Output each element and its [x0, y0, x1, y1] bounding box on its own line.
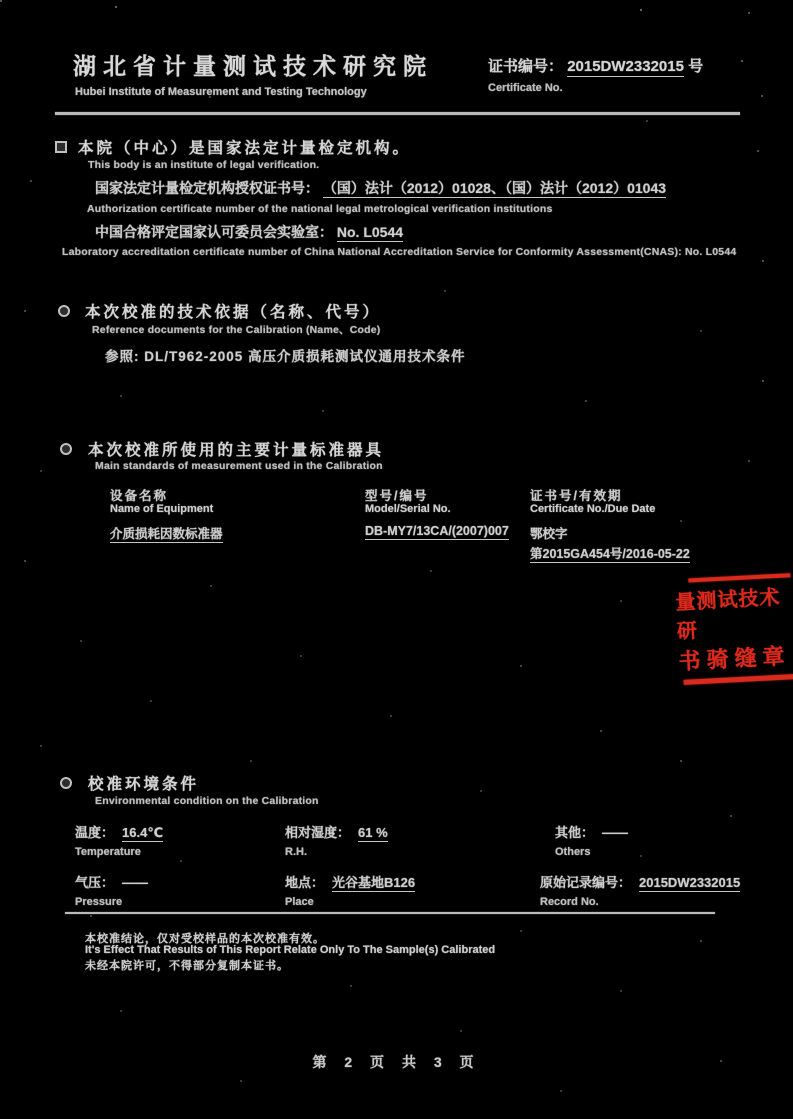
institute-name-zh: 湖北省计量测试技术研究院 [73, 53, 433, 79]
column-header-model-en: Model/Serial No. [365, 503, 451, 515]
column-header-cert-en: Certificate No./Due Date [530, 503, 656, 515]
cnas-label-en: Laboratory accreditation certificate number of China National Accreditation Service for Conformity Assessment(CNAS): No. L0544 [62, 246, 737, 258]
section-standards-title-zh: 本次校准所使用的主要计量标准器具 [88, 442, 385, 459]
env-field-humidity: 相对湿度： 61 % [285, 825, 388, 840]
section-legal-title-zh: 本院（中心）是国家法定计量检定机构。 [78, 140, 412, 157]
certificate-no-value: 2015DW2332015 [567, 58, 684, 75]
section-standards-title-en: Main standards of measurement used in the Calibration [95, 460, 383, 472]
authorization-value: （国）法计（2012）01028、（国）法计（2012）01043 [322, 180, 667, 196]
env-field-record-no-en: Record No. [540, 896, 599, 908]
note-copy-restriction-zh: 未经本院许可，不得部分复制本证书。 [85, 960, 289, 972]
institute-name-en: Hubei Institute of Measurement and Testing Technology [75, 86, 367, 98]
column-header-cert-zh: 证书号/有效期 [530, 489, 623, 503]
env-field-place: 地点： 光谷基地B126 [285, 875, 416, 890]
certificate-no-suffix: 号 [688, 58, 704, 75]
column-header-equipment-zh: 设备名称 [110, 489, 169, 503]
red-paging-seal-stamp [674, 573, 793, 685]
scan-noise [0, 0, 2, 2]
stamp-text-line2: 书骑缝章 [677, 643, 792, 675]
section-environment-title-en: Environmental condition on the Calibration [95, 795, 319, 807]
env-field-pressure-en: Pressure [75, 896, 123, 908]
table-row-cert-line2: 第2015GA454号/2016-05-22 [530, 547, 690, 561]
section-reference-bullet-icon [58, 305, 70, 317]
authorization-line [95, 178, 666, 198]
header-divider [55, 112, 740, 115]
table-row-model-serial: DB-MY7/13CA/(2007)007 [365, 524, 509, 538]
section-environment-bullet-icon [60, 777, 72, 789]
section-reference-title-zh: 本次校准的技术依据（名称、代号） [85, 304, 382, 321]
page-number: 第 2 页 共 3 页 [312, 1054, 481, 1070]
environment-divider [65, 912, 715, 914]
certificate-no [488, 55, 703, 76]
env-field-others: 其他： —— [555, 825, 629, 840]
cnas-label-zh: 中国合格评定国家认可委员会实验室： [95, 224, 333, 240]
env-field-others-en: Others [555, 846, 591, 858]
certificate-no-label-en: Certificate No. [488, 82, 563, 94]
env-field-temperature-en: Temperature [75, 846, 141, 858]
section-legal-bullet-icon [55, 141, 67, 153]
cnas-line [95, 222, 403, 242]
stamp-text-line1: 量测试技术研 [674, 586, 781, 644]
certificate-no-label-zh: 证书编号： [488, 58, 564, 75]
cnas-value: No. L0544 [336, 224, 404, 240]
table-row-cert-line1: 鄂校字 [530, 527, 568, 541]
env-field-place-en: Place [285, 896, 314, 908]
authorization-label-zh: 国家法定计量检定机构授权证书号： [95, 180, 319, 196]
stamp-bottom-border [684, 674, 793, 685]
section-reference-title-en: Reference documents for the Calibration (Name、Code) [92, 324, 381, 336]
section-environment-title-zh: 校准环境条件 [88, 776, 200, 793]
authorization-label-en: Authorization certificate number of the national legal metrological verification institutions [87, 203, 553, 215]
note-validity-zh: 本校准结论，仅对受校样品的本次校准有效。 [85, 933, 325, 945]
table-row-equipment-name: 介质损耗因数标准器 [110, 527, 223, 541]
column-header-equipment-en: Name of Equipment [110, 503, 214, 515]
section-legal-title-en: This body is an institute of legal verification. [88, 159, 320, 171]
reference-standard-text: 参照: DL/T962-2005 高压介质损耗测试仪通用技术条件 [105, 349, 466, 364]
section-standards-bullet-icon [60, 443, 72, 455]
note-validity-en: It's Effect That Results of This Report Relate Only To The Sample(s) Calibrated [85, 944, 496, 956]
env-field-record-no: 原始记录编号： 2015DW2332015 [540, 875, 741, 890]
env-field-temperature: 温度： 16.4℃ [75, 825, 164, 840]
env-field-humidity-en: R.H. [285, 846, 307, 858]
column-header-model-zh: 型号/编号 [365, 489, 429, 503]
env-field-pressure: 气压： —— [75, 875, 149, 890]
